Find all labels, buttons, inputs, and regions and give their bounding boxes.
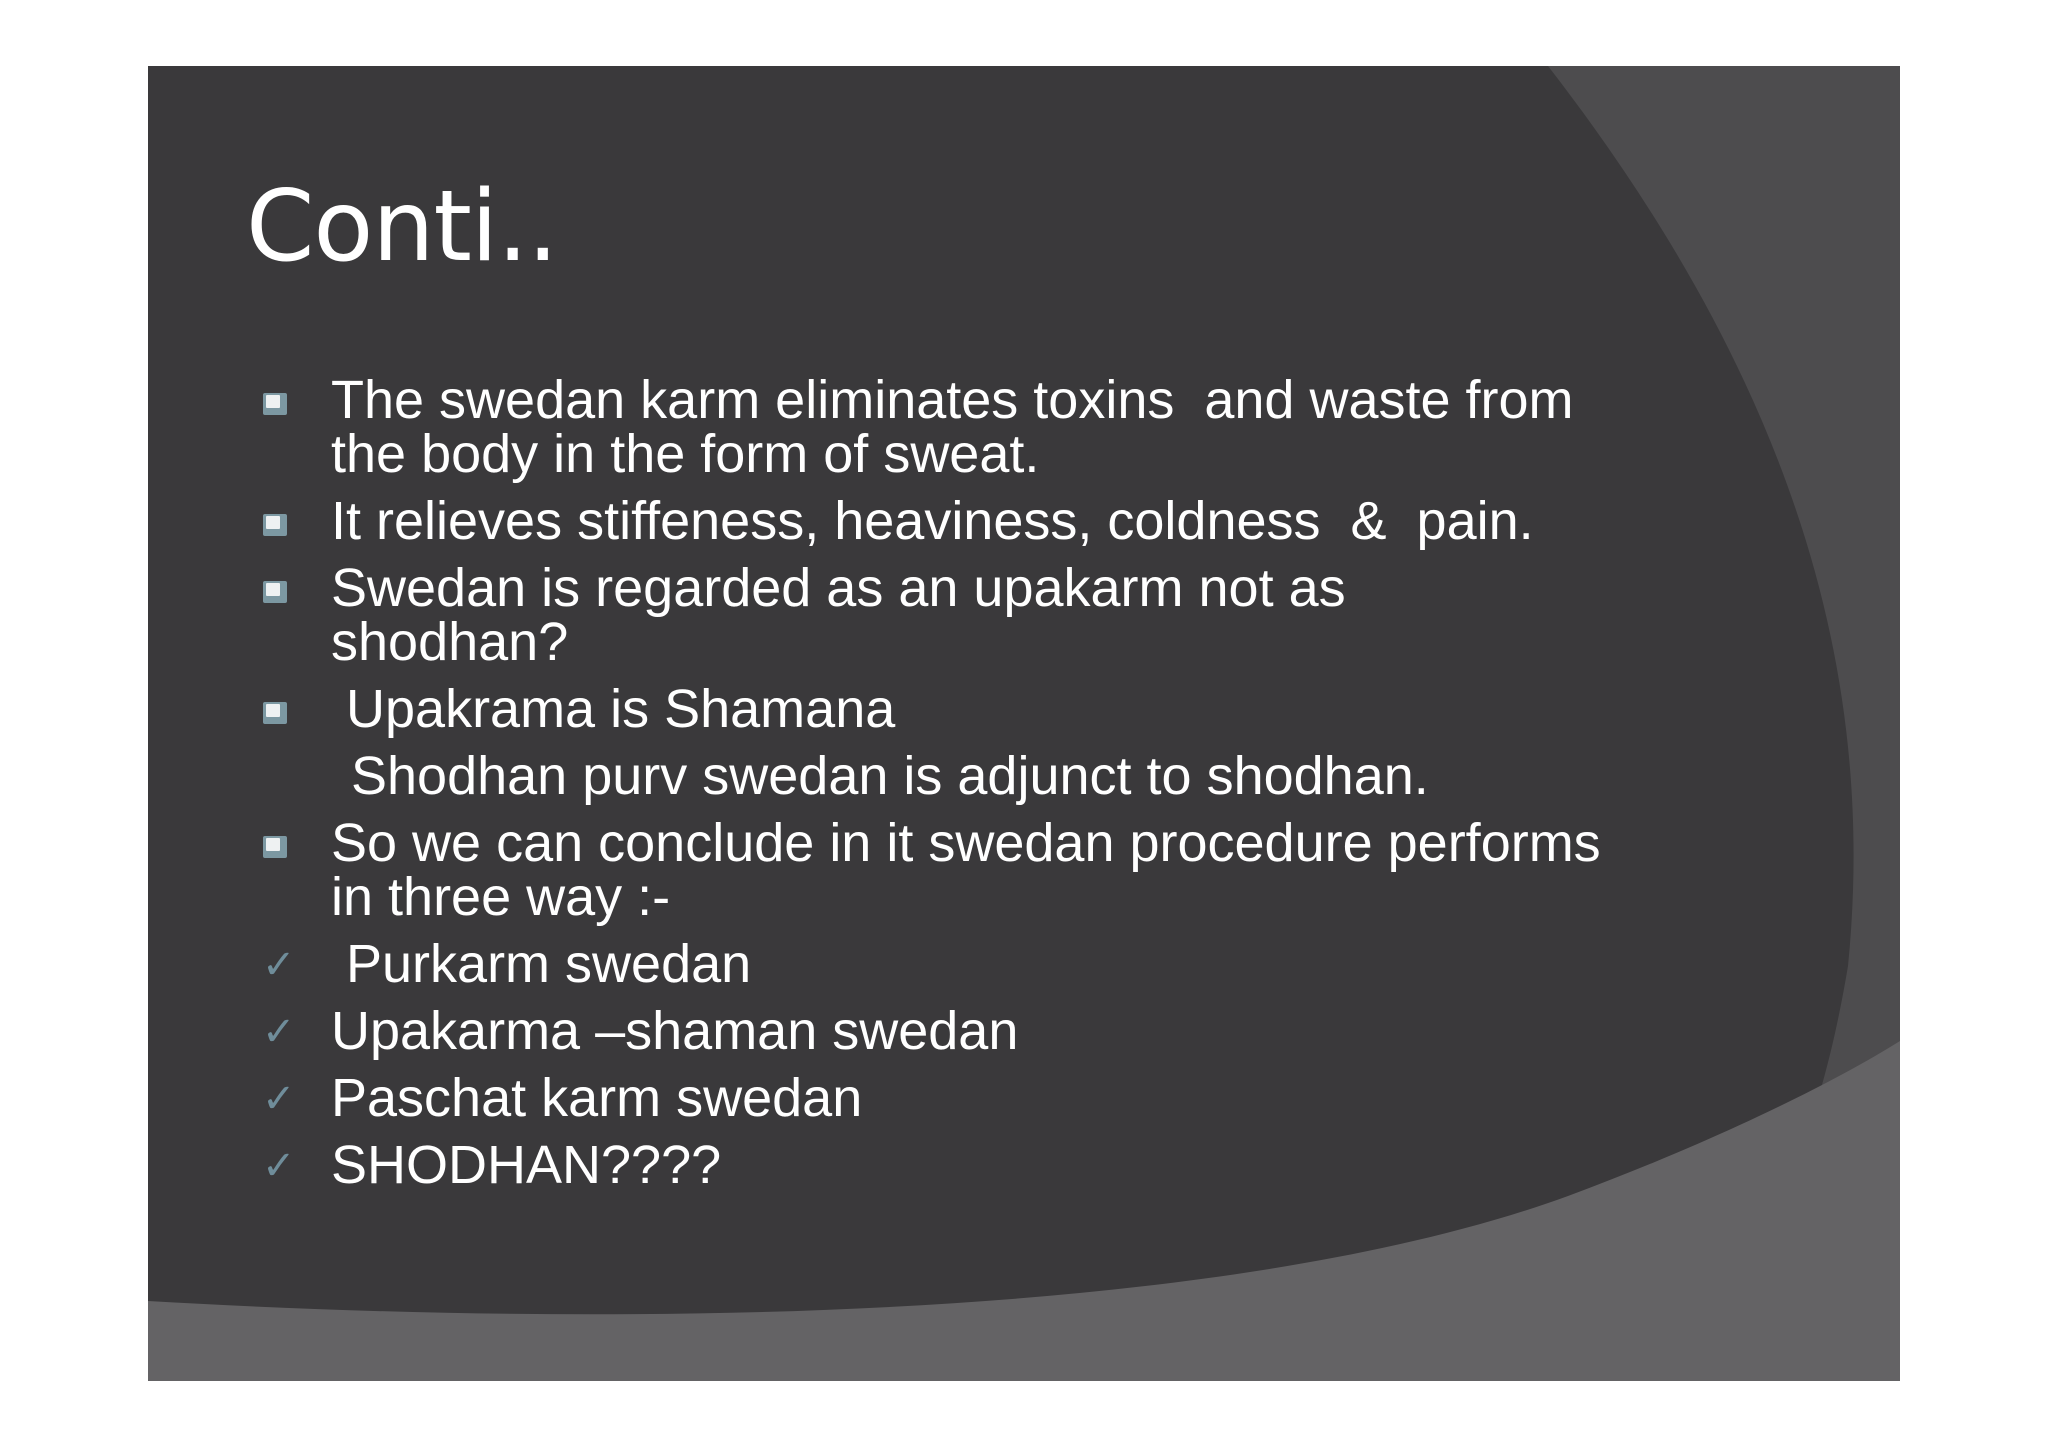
check-line: Purkarm swedan [331, 934, 752, 994]
checkmark-icon: ✓ [262, 1009, 296, 1055]
bullet-line: the body in the form of sweat. [331, 424, 1040, 484]
bullet-list [258, 370, 1818, 1205]
bullet-item [258, 491, 1818, 551]
bullet-line: The swedan karm eliminates toxins and waste from [331, 370, 1574, 430]
checkbox-icon [258, 682, 298, 736]
checkbox-icon [258, 561, 298, 615]
check-line: SHODHAN???? [331, 1135, 722, 1195]
bullet-line: in three way :- [331, 867, 671, 927]
checkbox-icon [258, 494, 298, 548]
slide [148, 66, 1900, 1381]
bullet-item [258, 679, 1818, 739]
checkmark-icon: ✓ [262, 942, 296, 988]
check-item [258, 1068, 1818, 1128]
check-item [258, 934, 1818, 994]
check-item [258, 1135, 1818, 1195]
bullet-line: shodhan? [331, 612, 569, 672]
sub-line [258, 746, 1818, 806]
checkmark-icon: ✓ [262, 1143, 296, 1189]
bullet-item [258, 558, 1818, 672]
check-line: Upakarma –shaman swedan [331, 1001, 1019, 1061]
bullet-item [258, 370, 1818, 484]
bullet-line: It relieves stiffeness, heaviness, coldness & pain. [331, 491, 1534, 551]
bullet-item [258, 813, 1818, 927]
checkbox-icon [258, 816, 298, 870]
bullet-line: So we can conclude in it swedan procedure performs [331, 813, 1601, 873]
checkbox-icon [258, 373, 298, 427]
bullet-line: Upakrama is Shamana [331, 679, 896, 739]
bullet-line: Swedan is regarded as an upakarm not as [331, 558, 1346, 618]
check-item [258, 1001, 1818, 1061]
sub-line-text: Shodhan purv swedan is adjunct to shodhan. [351, 746, 1429, 806]
checkmark-icon: ✓ [262, 1076, 296, 1122]
slide-title: Conti.. [246, 170, 558, 284]
check-line: Paschat karm swedan [331, 1068, 863, 1128]
